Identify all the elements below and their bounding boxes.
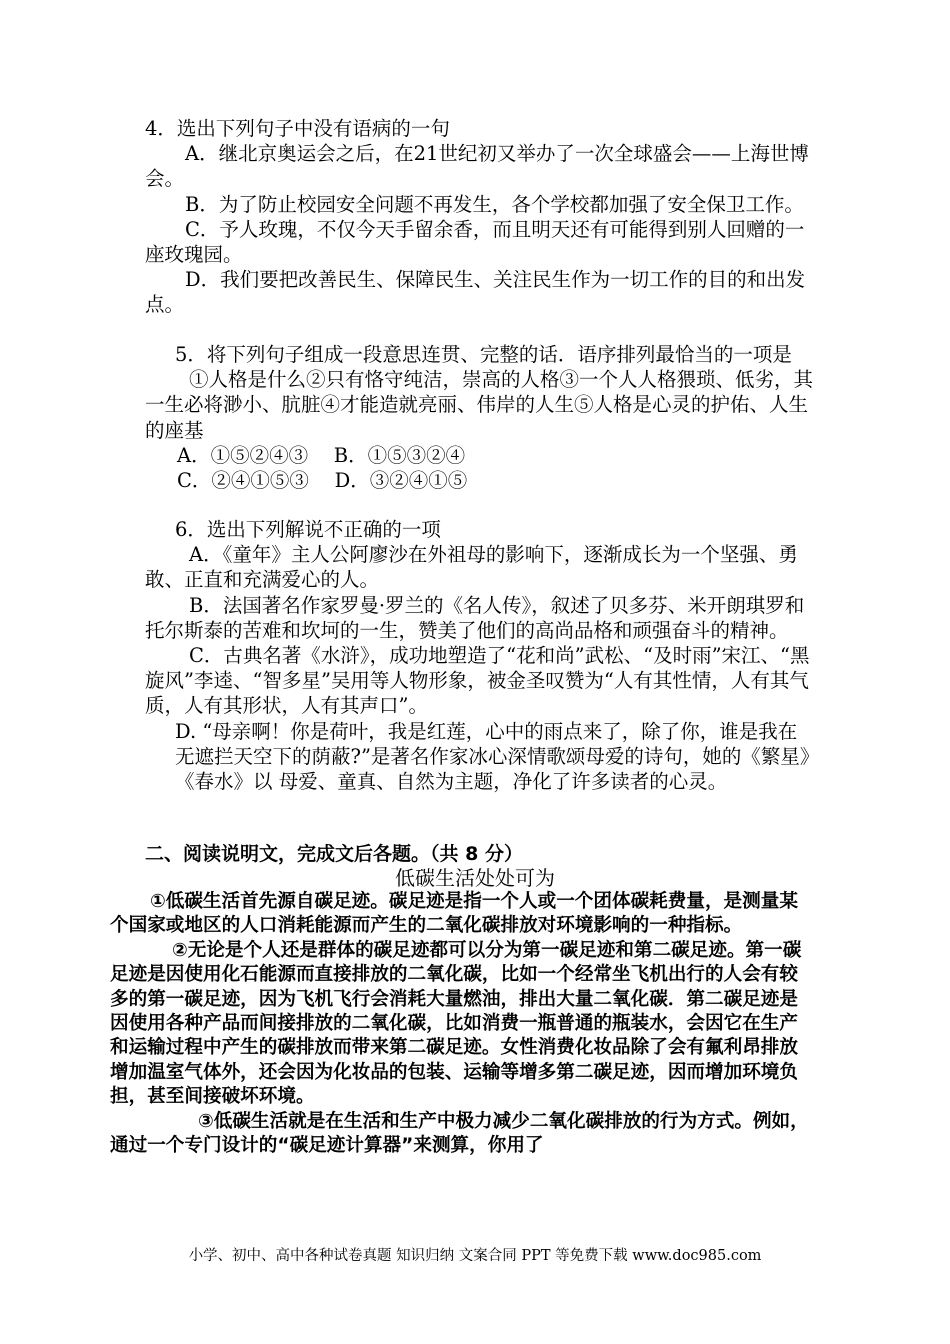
question-6-option-a: A．《童年》主人公阿廖沙在外祖母的影响下，逐渐成长为一个坚强、勇敢、正直和充满爱心的人。 <box>145 543 798 592</box>
question-6-stem: 6．选出下列解说不正确的一项 <box>175 518 441 541</box>
question-5 <box>145 342 815 493</box>
question-5-options-row2: C．②④①⑤③ D．③②④①⑤ <box>177 469 468 493</box>
article-title: 低碳生活处处可为 <box>395 866 555 890</box>
article-paragraph-3: ③低碳生活就是在生活和生产中极力减少二氧化碳排放的行为方式。例如，通过一个专门设计的“碳足迹计算器”来测算，你用了 <box>110 1110 809 1157</box>
question-5-options-row1: A．①⑤②④③ B．①⑤③②④ <box>177 443 466 467</box>
question-4 <box>145 116 815 318</box>
article-paragraph-2: ②无论是个人还是群体的碳足迹都可以分为第一碳足迹和第二碳足迹。第一碳足迹是因使用化石能源而直接排放的二氧化碳，比如一个经常坐飞机出行的人会有较多的第一碳足迹，因为飞机飞行会消耗大量燃油，排出大量二氧化碳．第二碳足迹是因使用各种产品而间接排放的二氧化碳，比如消费一瓶普通的瓶装水，会因它在生产和运输过程中产生的碳排放而带来第二碳足迹。女性消费化妆品除了会有氟利昂排放增加温室气体外，还会因为化妆品的包装、运输等增多第二碳足迹，因而增加环境负担，甚至间接破坏环境。 <box>110 939 802 1108</box>
question-6-option-b: B．法国著名作家罗曼·罗兰的《名人传》，叙述了贝多芬、米开朗琪罗和托尔斯泰的苦难和坎坷的一生，赞美了他们的高尚品格和顽强奋斗的精神。 <box>145 593 805 642</box>
question-6-option-c: C．古典名著《水浒》，成功地塑造了“花和尚”武松、“及时雨”宋江、“黑旋风”李逵、“智多星”吴用等人物形象，被金圣叹赞为“人有其性情，人有其气质，人有其形状，人有其声口”。 <box>145 644 810 718</box>
question-4-option-a: A．继北京奥运会之后，在21世纪初又举办了一次全球盛会——上海世博会。 <box>145 142 809 191</box>
question-5-stem: 5．将下列句子组成一段意思连贯、完整的话．语序排列最恰当的一项是 <box>175 343 792 366</box>
question-6-option-d: D. “母亲啊！你是荷叶，我是红莲，心中的雨点来了，除了你，谁是我在无遮拦天空下的荫蔽?”是著名作家冰心深情歌颂母爱的诗句，她的《繁星》《春水》以 母爱、童真、自然为主题，净化了许多读者的心灵。 <box>175 719 810 794</box>
question-6 <box>145 517 815 794</box>
question-4-stem: 4．选出下列句子中没有语病的一句 <box>145 117 450 140</box>
question-4-option-d: D．我们要把改善民生、保障民生、关注民生作为一切工作的目的和出发点。 <box>145 268 806 317</box>
section-2-heading: 二、阅读说明文，完成文后各题。（共 8 分） <box>145 843 523 865</box>
page-footer: 小学、初中、高中各种试卷真题 知识归纳 文案合同 PPT 等免费下载 www.doc985.com <box>188 1248 762 1264</box>
question-4-option-b: B．为了防止校园安全问题不再发生，各个学校都加强了安全保卫工作。 <box>185 192 804 216</box>
article-paragraph-1: ①低碳生活首先源自碳足迹。碳足迹是指一个人或一个团体碳耗费量，是测量某个国家或地区的人口消耗能源而产生的二氧化碳排放对环境影响的一种指标。 <box>110 891 798 937</box>
question-4-option-c: C．予人玫瑰，不仅今天手留余香，而且明天还有可能得到别人回赠的一座玫瑰园。 <box>145 217 805 267</box>
article-body <box>110 890 810 1158</box>
question-5-text: ①人格是什么②只有恪守纯洁，崇高的人格③一个人人格猥琐、低劣，其一生必将渺小、肮脏④才能造就亮丽、伟岸的人生⑤人格是心灵的护佑、人生的座基 <box>145 368 814 442</box>
